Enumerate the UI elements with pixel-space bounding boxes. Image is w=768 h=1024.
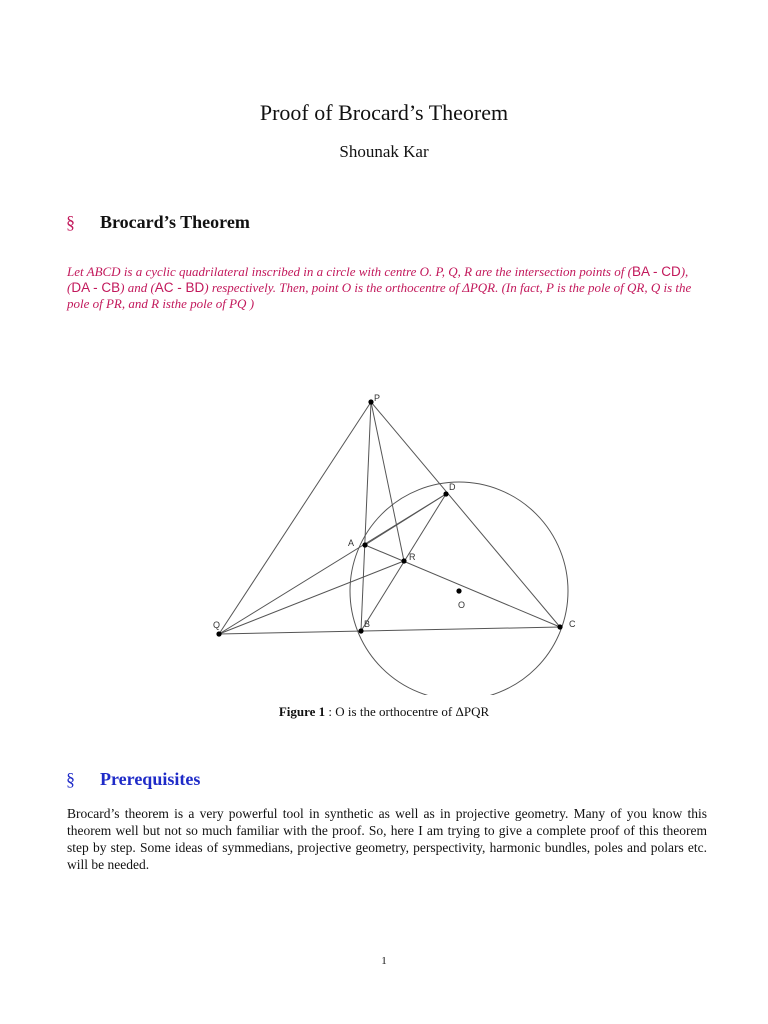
point-p bbox=[368, 399, 373, 404]
section-heading-prerequisites bbox=[66, 769, 200, 790]
label-r: R bbox=[409, 552, 416, 562]
label-q: Q bbox=[213, 620, 221, 630]
label-p: P bbox=[374, 393, 381, 403]
point-o bbox=[456, 588, 461, 593]
line-p-q bbox=[219, 402, 371, 634]
caption-separator: : bbox=[325, 704, 336, 719]
label-d: D bbox=[449, 482, 456, 492]
point-d bbox=[443, 491, 448, 496]
line-a-c bbox=[365, 545, 560, 627]
section-heading-brocards-theorem bbox=[66, 212, 250, 233]
figure-label: Figure 1 bbox=[278, 704, 326, 719]
line-pair-ac-bd: AC - BD bbox=[154, 280, 205, 295]
label-c: C bbox=[569, 619, 576, 629]
point-b bbox=[358, 628, 363, 633]
geometry-diagram bbox=[195, 385, 595, 695]
theorem-statement bbox=[67, 264, 707, 312]
section-title: Prerequisites bbox=[100, 769, 201, 789]
caption-text: O is the orthocentre of ΔPQR bbox=[335, 704, 490, 719]
point-c bbox=[557, 624, 562, 629]
theorem-text-part1: Let ABCD is a cyclic quadrilateral inscribed in a circle with centre O. P, Q, R are the intersection points of ( bbox=[67, 264, 632, 279]
author-name: Shounak Kar bbox=[339, 142, 429, 161]
theorem-text-part3: ) and ( bbox=[120, 280, 155, 295]
theorem-text-part2: ), ( bbox=[67, 264, 689, 295]
figure-brocard-diagram bbox=[195, 385, 595, 695]
point-q bbox=[216, 631, 221, 636]
label-b: B bbox=[364, 619, 371, 629]
line-pair-da-cb: DA - CB bbox=[71, 280, 121, 295]
prerequisites-paragraph: Brocard’s theorem is a very powerful tool in synthetic as well as in projective geometry. Many of you know this theorem well but not so much familiar with the proof. So, here I am trying to give a complete proof of this theorem step by step. Some ideas of symmedians, projective geometry, perspectivity, harmonic bundles, poles and polars etc. will be needed. bbox=[67, 806, 707, 872]
line-q-c bbox=[219, 627, 560, 634]
paper-title: Proof of Brocard’s Theorem bbox=[259, 100, 509, 125]
section-symbol: § bbox=[66, 769, 75, 789]
line-q-r bbox=[219, 561, 404, 634]
page-number: 1 bbox=[381, 955, 387, 967]
theorem-text-part4: ) respectively. Then, point O is the orthocentre of ΔPQR. (In fact, P is the pole of QR, Q is the pole of PR, and R isthe pole of PQ ) bbox=[67, 280, 692, 311]
section-title: Brocard’s Theorem bbox=[100, 212, 250, 232]
line-pair-ba-cd: BA - CD bbox=[631, 264, 681, 279]
label-a: A bbox=[348, 538, 355, 548]
section-symbol: § bbox=[66, 212, 75, 232]
line-p-b bbox=[361, 402, 371, 631]
label-o: O bbox=[458, 600, 466, 610]
line-p-c bbox=[371, 402, 560, 627]
point-a bbox=[362, 542, 367, 547]
point-r bbox=[401, 558, 406, 563]
figure-caption bbox=[0, 704, 768, 720]
